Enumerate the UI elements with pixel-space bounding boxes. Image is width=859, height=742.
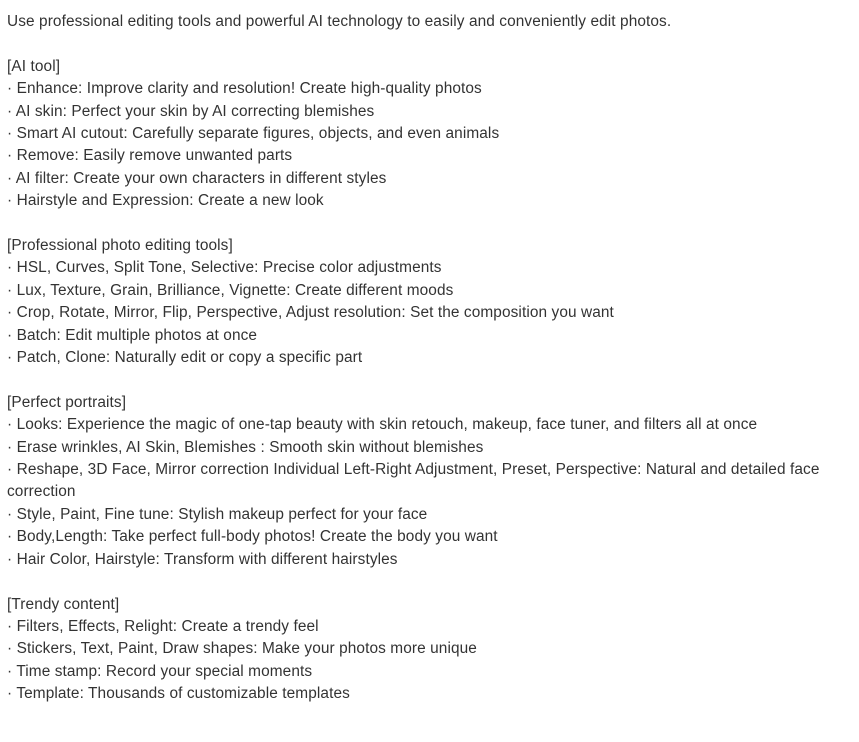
list-item: · Crop, Rotate, Mirror, Flip, Perspective, Adjust resolution: Set the composition you want [7, 304, 614, 322]
list-item: · Smart AI cutout: Carefully separate figures, objects, and even animals [7, 125, 500, 143]
list-item: · Hair Color, Hairstyle: Transform with different hairstyles [7, 550, 398, 568]
list-item: · Reshape, 3D Face, Mirror correction Individual Left-Right Adjustment, Preset, Perspective: Natural and detailed face correction [7, 461, 820, 501]
list-item: · HSL, Curves, Split Tone, Selective: Precise color adjustments [7, 259, 442, 277]
list-item: · Body,Length: Take perfect full-body photos! Create the body you want [7, 528, 498, 546]
list-item: · Hairstyle and Expression: Create a new look [7, 192, 324, 210]
list-item: · Filters, Effects, Relight: Create a trendy feel [7, 617, 319, 635]
list-item: · Time stamp: Record your special moments [7, 662, 313, 680]
list-item: · Erase wrinkles, AI Skin, Blemishes : Smooth skin without blemishes [7, 438, 484, 456]
list-item: · Stickers, Text, Paint, Draw shapes: Make your photos more unique [7, 640, 477, 658]
list-item: · Batch: Edit multiple photos at once [7, 326, 258, 344]
intro-text: Use professional editing tools and powerful AI technology to easily and conveniently edit photos. [7, 13, 672, 30]
section-title: [AI tool] [7, 57, 61, 75]
section-trendy-content [7, 594, 847, 706]
list-item: · AI filter: Create your own characters in different styles [7, 169, 387, 187]
list-item: · Enhance: Improve clarity and resolution! Create high-quality photos [7, 80, 482, 98]
section-professional-tools [7, 235, 847, 369]
section-title: [Professional photo editing tools] [7, 237, 233, 255]
list-item: · Patch, Clone: Naturally edit or copy a specific part [7, 349, 363, 367]
list-item: · Lux, Texture, Grain, Brilliance, Vignette: Create different moods [7, 281, 454, 299]
list-item: · Remove: Easily remove unwanted parts [7, 147, 293, 165]
section-perfect-portraits [7, 392, 847, 571]
list-item: · Looks: Experience the magic of one-tap beauty with skin retouch, makeup, face tuner, and filters all at once [7, 416, 758, 434]
section-title: [Perfect portraits] [7, 393, 127, 411]
list-item: · Style, Paint, Fine tune: Stylish makeup perfect for your face [7, 505, 428, 523]
list-item: · AI skin: Perfect your skin by AI correcting blemishes [7, 102, 375, 120]
section-ai-tool [7, 56, 847, 213]
section-title: [Trendy content] [7, 595, 120, 613]
list-item: · Template: Thousands of customizable templates [7, 685, 350, 703]
